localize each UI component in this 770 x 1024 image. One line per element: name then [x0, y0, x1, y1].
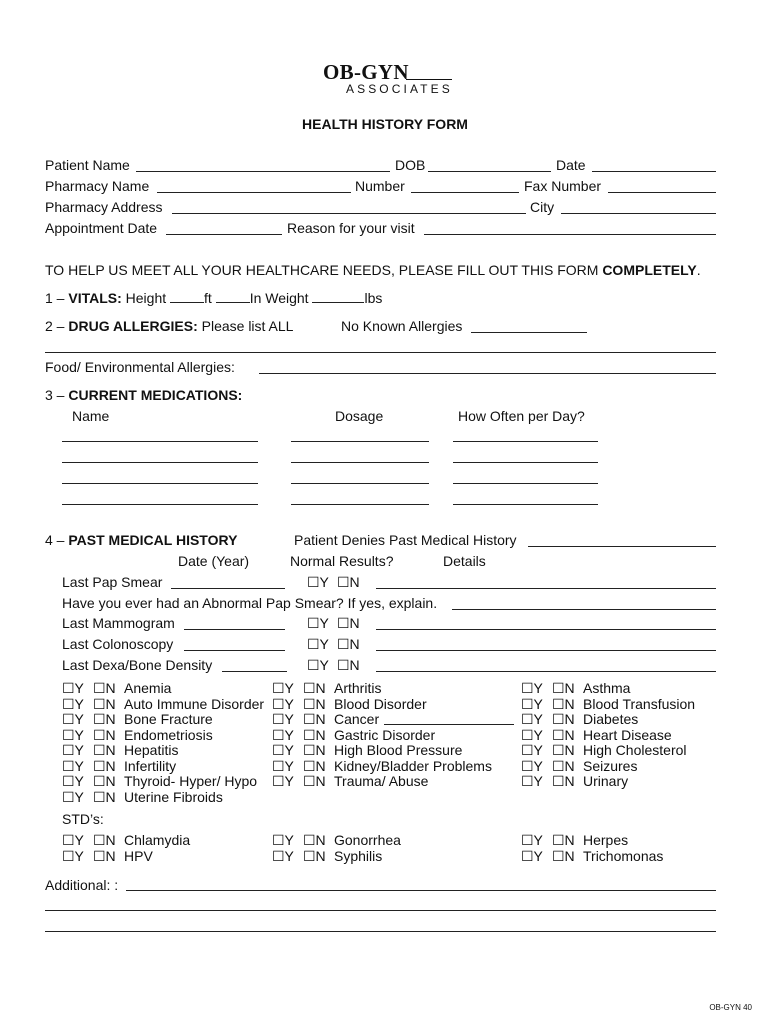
dexa-yes[interactable]: ☐Y — [307, 657, 329, 673]
reason-label: Reason for your visit — [287, 220, 415, 236]
no-checkbox[interactable]: ☐N — [303, 757, 326, 774]
drug-allergies-label: 2 – DRUG ALLERGIES: Please list ALL — [45, 318, 294, 334]
pap-label: Last Pap Smear — [62, 574, 163, 590]
fax-field[interactable] — [608, 192, 716, 193]
logo-rule — [406, 79, 452, 80]
condition-label: Trauma/ Abuse — [334, 773, 429, 789]
condition-label: Arthritis — [334, 680, 382, 696]
colonoscopy-label: Last Colonoscopy — [62, 636, 174, 652]
yes-checkbox[interactable]: ☐Y — [62, 695, 84, 712]
medication-field[interactable] — [453, 504, 598, 505]
allergies-line[interactable] — [45, 352, 716, 353]
no-checkbox[interactable]: ☐N — [93, 847, 116, 864]
dexa-no[interactable]: ☐N — [337, 657, 360, 673]
fax-label: Fax Number — [524, 178, 602, 194]
pap-details-field[interactable] — [376, 588, 716, 589]
yes-checkbox[interactable]: ☐Y — [521, 847, 543, 864]
medication-field[interactable] — [453, 483, 598, 484]
logo-title: OB-GYN — [323, 60, 409, 84]
no-checkbox[interactable]: ☐N — [93, 788, 116, 805]
condition-label: Chlamydia — [124, 832, 191, 848]
no-checkbox[interactable]: ☐N — [552, 726, 575, 743]
yes-checkbox[interactable]: ☐Y — [521, 695, 543, 712]
condition-label: Uterine Fibroids — [124, 788, 223, 805]
patient-name-label: Patient Name — [45, 157, 130, 173]
condition-label: Bone Fracture — [124, 711, 213, 727]
condition-label: Kidney/Bladder Problems — [334, 757, 492, 774]
yes-checkbox[interactable]: ☐Y — [62, 680, 84, 696]
food-allergies-field[interactable] — [259, 373, 716, 374]
no-checkbox[interactable]: ☐N — [303, 847, 326, 864]
number-label: Number — [355, 178, 405, 194]
condition-label: Heart Disease — [583, 726, 672, 743]
yes-checkbox[interactable]: ☐Y — [62, 773, 84, 789]
med-col-dosage: Dosage — [335, 408, 384, 424]
reason-field[interactable] — [424, 234, 716, 235]
condition-label: Infertility — [124, 757, 177, 774]
yes-checkbox[interactable]: ☐Y — [62, 757, 84, 774]
condition-label: Gastric Disorder — [334, 726, 436, 743]
mammogram-date-field[interactable] — [184, 629, 285, 630]
yes-checkbox[interactable]: ☐Y — [521, 832, 543, 848]
abnormal-pap-field[interactable] — [452, 609, 716, 610]
additional-field-2[interactable] — [45, 910, 716, 911]
med-col-name: Name — [72, 408, 110, 424]
yes-checkbox[interactable]: ☐Y — [272, 742, 294, 758]
medications-label: 3 – CURRENT MEDICATIONS: — [45, 387, 243, 403]
condition-label: Urinary — [583, 773, 629, 789]
medication-field[interactable] — [62, 462, 258, 463]
condition-label: HPV — [124, 847, 153, 864]
no-checkbox[interactable]: ☐N — [93, 726, 116, 743]
pmh-label: 4 – PAST MEDICAL HISTORY — [45, 532, 238, 548]
footer-code: OB-GYN 40 — [709, 1003, 752, 1012]
no-checkbox[interactable]: ☐N — [93, 742, 116, 758]
additional-field-1[interactable] — [126, 890, 716, 891]
date-label: Date — [556, 157, 586, 173]
condition-label: High Cholesterol — [583, 742, 687, 758]
condition-label: Thyroid- Hyper/ Hypo — [124, 773, 258, 789]
no-checkbox[interactable]: ☐N — [552, 757, 575, 774]
condition-label: Cancer — [334, 711, 380, 727]
medication-field[interactable] — [62, 441, 258, 442]
dexa-date-field[interactable] — [222, 671, 287, 672]
vitals-row: 1 – VITALS: Height ft In Weight lbs — [45, 290, 383, 306]
no-checkbox[interactable]: ☐N — [303, 742, 326, 758]
condition-label: Herpes — [583, 832, 629, 848]
pmh-col-date: Date (Year) — [178, 553, 250, 569]
condition-label: Gonorrhea — [334, 832, 401, 848]
no-checkbox[interactable]: ☐N — [93, 680, 116, 696]
yes-checkbox[interactable]: ☐Y — [272, 832, 294, 848]
condition-label: Auto Immune Disorder — [124, 695, 265, 712]
no-checkbox[interactable]: ☐N — [93, 757, 116, 774]
no-checkbox[interactable]: ☐N — [552, 680, 575, 696]
patient-name-field[interactable] — [136, 171, 390, 172]
medication-field[interactable] — [291, 483, 429, 484]
mammogram-yes[interactable]: ☐Y — [307, 615, 329, 631]
condition-label: Seizures — [583, 757, 638, 774]
no-checkbox[interactable]: ☐N — [93, 695, 116, 712]
yes-checkbox[interactable]: ☐Y — [272, 695, 294, 712]
form-title: HEALTH HISTORY FORM — [302, 116, 468, 132]
yes-checkbox[interactable]: ☐Y — [521, 742, 543, 758]
medication-field[interactable] — [453, 462, 598, 463]
mammogram-label: Last Mammogram — [62, 615, 175, 631]
pmh-denies-field[interactable] — [528, 546, 716, 547]
yes-checkbox[interactable]: ☐Y — [272, 757, 294, 774]
medication-field[interactable] — [291, 441, 429, 442]
pmh-denies-label: Patient Denies Past Medical History — [294, 532, 517, 548]
no-known-allergies-label: No Known Allergies — [341, 318, 463, 334]
pharmacy-name-label: Pharmacy Name — [45, 178, 150, 194]
no-checkbox[interactable]: ☐N — [303, 832, 326, 848]
number-field[interactable] — [411, 192, 519, 193]
yes-checkbox[interactable]: ☐Y — [521, 680, 543, 696]
abnormal-pap-label: Have you ever had an Abnormal Pap Smear? If yes, explain. — [62, 595, 438, 611]
no-checkbox[interactable]: ☐N — [303, 680, 326, 696]
instructions: TO HELP US MEET ALL YOUR HEALTHCARE NEEDS, PLEASE FILL OUT THIS FORM COMPLETELY. — [45, 262, 701, 278]
yes-checkbox[interactable]: ☐Y — [62, 726, 84, 743]
pmh-col-details: Details — [443, 553, 486, 569]
yes-checkbox[interactable]: ☐Y — [521, 711, 543, 727]
pap-no[interactable]: ☐N — [337, 574, 360, 590]
no-checkbox[interactable]: ☐N — [552, 832, 575, 848]
logo-subtitle: ASSOCIATES — [346, 82, 453, 96]
pharmacy-address-label: Pharmacy Address — [45, 199, 163, 215]
additional-field-3[interactable] — [45, 931, 716, 932]
no-checkbox[interactable]: ☐N — [303, 695, 326, 712]
medication-field[interactable] — [62, 504, 258, 505]
no-checkbox[interactable]: ☐N — [93, 773, 116, 789]
dob-label: DOB — [395, 157, 426, 173]
condition-label: Blood Disorder — [334, 695, 427, 712]
yes-checkbox[interactable]: ☐Y — [62, 711, 84, 727]
yes-checkbox[interactable]: ☐Y — [521, 757, 543, 774]
mammogram-no[interactable]: ☐N — [337, 615, 360, 631]
colonoscopy-date-field[interactable] — [184, 650, 285, 651]
dob-field[interactable] — [428, 171, 551, 172]
medication-field[interactable] — [62, 483, 258, 484]
yes-checkbox[interactable]: ☐Y — [272, 680, 294, 696]
condition-label: Trichomonas — [583, 847, 664, 864]
condition-label: Blood Transfusion — [583, 695, 696, 712]
no-checkbox[interactable]: ☐N — [303, 773, 326, 789]
cancer-detail-field[interactable] — [384, 724, 514, 725]
condition-label: Endometriosis — [124, 726, 213, 743]
dexa-label: Last Dexa/Bone Density — [62, 657, 213, 673]
colonoscopy-details-field[interactable] — [376, 650, 716, 651]
yes-checkbox[interactable]: ☐Y — [521, 726, 543, 743]
appointment-date-label: Appointment Date — [45, 220, 158, 236]
no-checkbox[interactable]: ☐N — [552, 711, 575, 727]
no-checkbox[interactable]: ☐N — [303, 726, 326, 743]
condition-label: High Blood Pressure — [334, 742, 463, 758]
appointment-date-field[interactable] — [166, 234, 282, 235]
pap-date-field[interactable] — [171, 588, 285, 589]
pharmacy-name-field[interactable] — [157, 192, 351, 193]
condition-label: Asthma — [583, 680, 631, 696]
no-known-allergies-field[interactable] — [471, 332, 587, 333]
yes-checkbox[interactable]: ☐Y — [62, 832, 84, 848]
no-checkbox[interactable]: ☐N — [93, 832, 116, 848]
yes-checkbox[interactable]: ☐Y — [521, 773, 543, 789]
medication-field[interactable] — [291, 504, 429, 505]
mammogram-details-field[interactable] — [376, 629, 716, 630]
yes-checkbox[interactable]: ☐Y — [272, 847, 294, 864]
city-field[interactable] — [561, 213, 716, 214]
dexa-details-field[interactable] — [376, 671, 716, 672]
pmh-col-normal: Normal Results? — [290, 553, 394, 569]
yes-checkbox[interactable]: ☐Y — [272, 711, 294, 727]
std-label: STD’s: — [62, 811, 104, 827]
yes-checkbox[interactable]: ☐Y — [272, 773, 294, 789]
additional-label: Additional: : — [45, 877, 119, 893]
condition-label: Hepatitis — [124, 742, 179, 758]
medication-field[interactable] — [453, 441, 598, 442]
med-col-often: How Often per Day? — [458, 408, 585, 424]
yes-checkbox[interactable]: ☐Y — [62, 742, 84, 758]
yes-checkbox[interactable]: ☐Y — [62, 788, 84, 805]
yes-checkbox[interactable]: ☐Y — [62, 847, 84, 864]
city-label: City — [530, 199, 555, 215]
condition-label: Diabetes — [583, 711, 639, 727]
no-checkbox[interactable]: ☐N — [93, 711, 116, 727]
no-checkbox[interactable]: ☐N — [552, 847, 575, 864]
yes-checkbox[interactable]: ☐Y — [272, 726, 294, 743]
no-checkbox[interactable]: ☐N — [552, 742, 575, 758]
condition-label: Anemia — [124, 680, 172, 696]
no-checkbox[interactable]: ☐N — [552, 695, 575, 712]
food-allergies-label: Food/ Environmental Allergies: — [45, 359, 235, 375]
colonoscopy-yes[interactable]: ☐Y — [307, 636, 329, 652]
colonoscopy-no[interactable]: ☐N — [337, 636, 360, 652]
medication-field[interactable] — [291, 462, 429, 463]
pharmacy-address-field[interactable] — [172, 213, 526, 214]
no-checkbox[interactable]: ☐N — [303, 711, 326, 727]
no-checkbox[interactable]: ☐N — [552, 773, 575, 789]
date-field[interactable] — [592, 171, 716, 172]
pap-yes[interactable]: ☐Y — [307, 574, 329, 590]
condition-label: Syphilis — [334, 847, 383, 864]
